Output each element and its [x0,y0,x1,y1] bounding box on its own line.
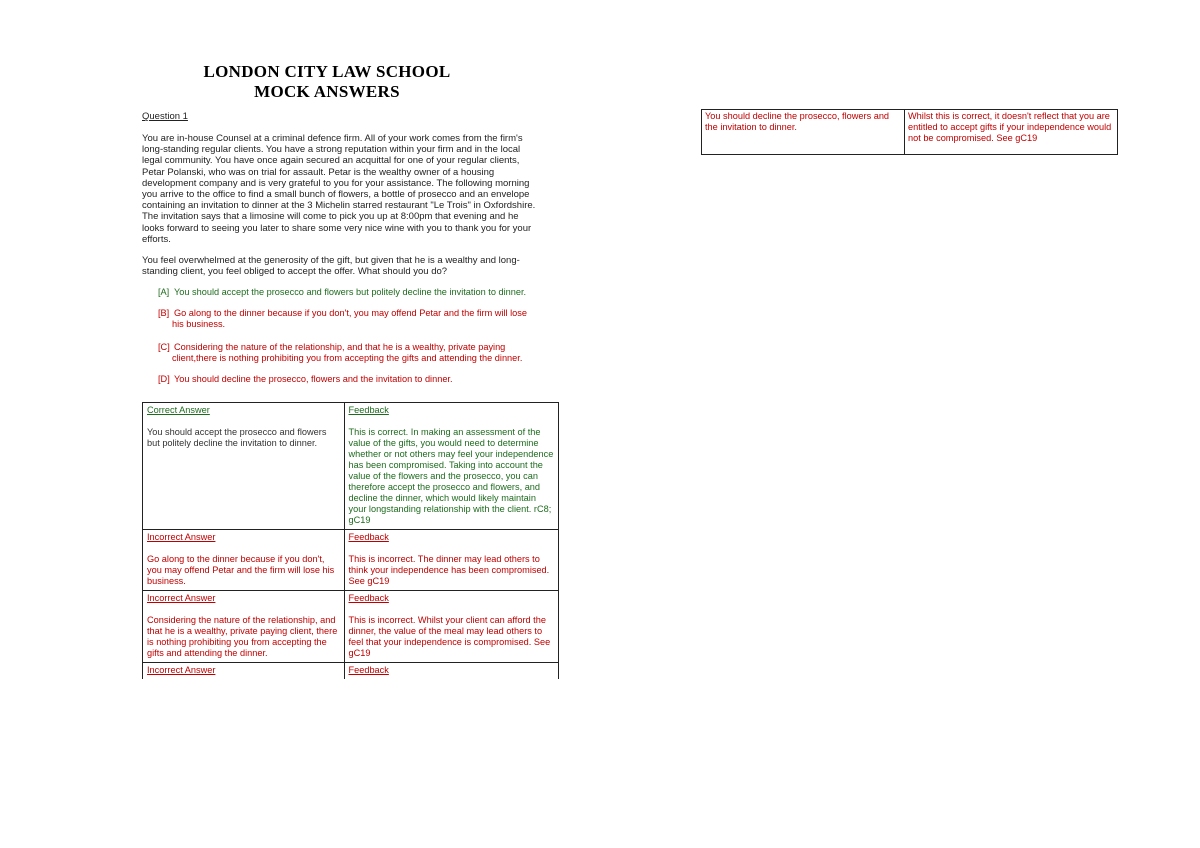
answer-text: You should accept the prosecco and flowers but politely decline the invitation to dinner. [147,427,327,448]
answer-heading: Incorrect Answer [147,665,216,675]
option-text-continued: client,there is nothing prohibiting you from accepting the gifts and attending the dinner. [172,353,523,364]
option-b [158,308,538,330]
option-d [158,374,538,385]
answer-text: Go along to the dinner because if you don't, you may offend Petar and the firm will lose his business. [147,554,335,586]
answer-cell [143,591,345,663]
answer-cell [143,530,345,591]
question-heading: Question 1 [142,111,188,122]
feedback-text: This is incorrect. Whilst your client can afford the dinner, the value of the meal may lead others to feel that your independence is compromised. See gC19 [348,615,551,658]
table-row [143,530,559,591]
table-row [143,403,559,530]
option-text: You should decline the prosecco, flowers and the invitation to dinner. [174,374,453,384]
table-row [143,663,559,680]
answer-heading: Correct Answer [147,405,210,415]
question-prompt: You feel overwhelmed at the generosity of the gift, but given that he is a wealthy and long-standing client, you feel obliged to accept the offer. What should you do? [142,255,520,278]
option-text: You should accept the prosecco and flowers but politely decline the invitation to dinner. [174,287,527,297]
feedback-text: This is correct. In making an assessment of the value of the gifts, you would need to determine whether or not others may feel your independence has been compromised. Taking into account the value of the flowers and the prosecco, you can therefore accept the prosecco and flowers, and decline the dinner, which would likely maintain your longstanding relationship with the client. rC8; gC19 [348,427,554,525]
answer-heading: Incorrect Answer [147,593,216,603]
feedback-heading: Feedback [348,665,389,675]
document-title-line-2: MOCK ANSWERS [254,82,400,101]
option-letter: [B] [158,308,170,318]
answer-cell [143,663,345,680]
feedback-cell [344,591,559,663]
question-scenario: You are in-house Counsel at a criminal defence firm. All of your work comes from the firm's long-standing regular clients. You have a strong reputation within your firm and in the local legal community. You have once again secured an acquittal for one of your regular clients, Petar Polanski, who was on trial for assault. Petar is the wealthy owner of a housing development company and is very grateful to you for your assistance. The following morning you arrive to the office to find a small bunch of flowers, a bottle of prosecco and an envelope containing an invitation to dinner at the 3 Michelin starred restaurant "Le Trois" in Oxfordshire. The invitation says that a limosine will come to pick you up at 8:00pm that evening and he looks forward to seeing you later to share some very nice wine with you to thank you for your efforts. [142,133,536,245]
option-text-continued: his business. [172,319,226,330]
feedback-cell: Whilst this is correct, it doesn't reflect that you are entitled to accept gifts if your independence would not be compromised. See gC19 [905,110,1118,155]
feedback-cell [344,663,559,680]
option-text: Go along to the dinner because if you don't, you may offend Petar and the firm will lose [174,308,527,318]
option-letter: [A] [158,287,170,297]
option-a [158,287,538,298]
answer-heading: Incorrect Answer [147,532,216,542]
table-row [143,591,559,663]
answer-cell: You should decline the prosecco, flowers and the invitation to dinner. [702,110,905,155]
feedback-heading: Feedback [348,593,389,603]
feedback-cell [344,530,559,591]
option-letter: [D] [158,374,170,384]
answer-cell [143,403,345,530]
table-row [702,110,1118,155]
document-title-line-1: LONDON CITY LAW SCHOOL [203,62,451,81]
option-c [158,342,538,364]
continuation-table [701,109,1118,155]
feedback-heading: Feedback [348,405,389,415]
feedback-text: This is incorrect. The dinner may lead others to think your independence has been compromised. See gC19 [348,554,550,586]
feedback-heading: Feedback [348,532,389,542]
option-text: Considering the nature of the relationship, and that he is a wealthy, private paying [174,342,506,352]
feedback-cell [344,403,559,530]
answer-text: Considering the nature of the relationship, and that he is a wealthy, private paying client, there is nothing prohibiting you from accepting the gifts and attending the dinner. [147,615,338,658]
option-letter: [C] [158,342,170,352]
answer-feedback-table [142,402,559,679]
